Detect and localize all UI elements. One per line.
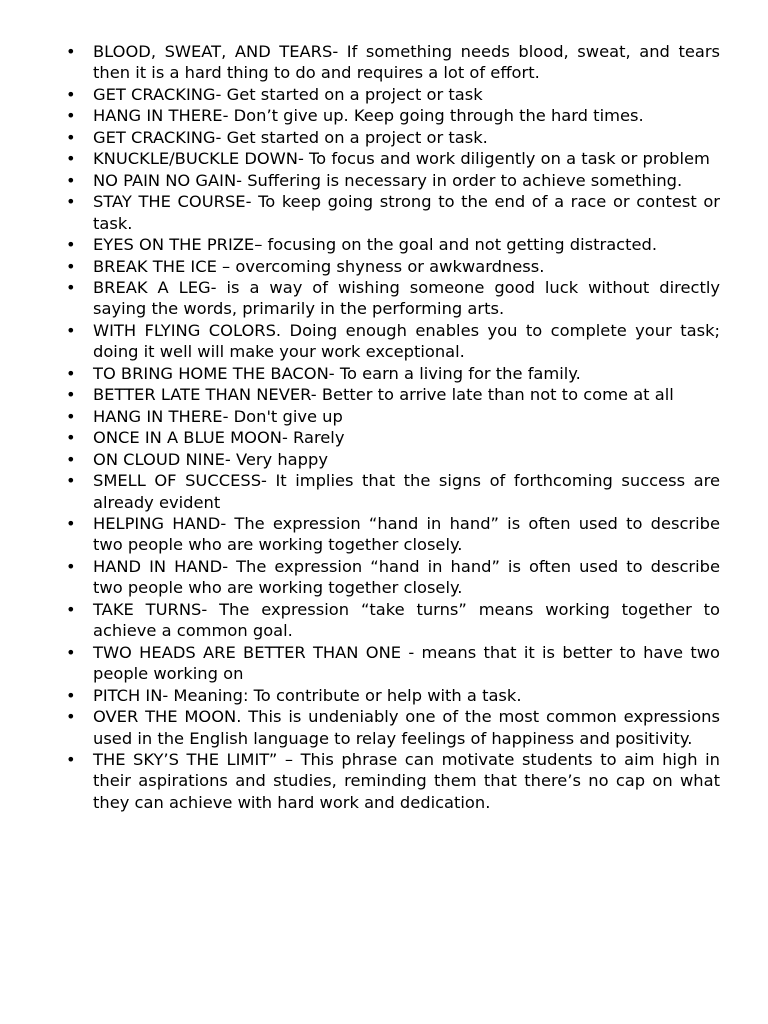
list-item	[0, 84, 768, 105]
list-item	[0, 513, 768, 556]
bullet-icon: •	[66, 149, 76, 169]
list-item-text: BREAK A LEG- is a way of wishing someone good luck without directly saying the words, primarily in the performing arts.	[93, 277, 720, 319]
bullet-icon: •	[66, 385, 76, 405]
list-item-text: ON CLOUD NINE- Very happy	[93, 449, 328, 469]
bullet-icon: •	[66, 106, 76, 126]
list-item-text: BETTER LATE THAN NEVER- Better to arrive late than not to come at all	[93, 385, 674, 405]
bullet-icon: •	[66, 556, 76, 576]
list-item	[0, 148, 768, 169]
list-item-text: TAKE TURNS- The expression “take turns” means working together to achieve a common goal.	[93, 599, 720, 641]
list-item-text: HELPING HAND- The expression “hand in hand” is often used to describe two people who are working together closely.	[93, 513, 720, 555]
bullet-icon: •	[66, 471, 76, 491]
bullet-icon: •	[66, 749, 76, 769]
bullet-icon: •	[66, 235, 76, 255]
list-item-text: KNUCKLE/BUCKLE DOWN- To focus and work diligently on a task or problem	[93, 149, 710, 169]
bullet-icon: •	[66, 192, 76, 212]
list-item	[0, 749, 768, 813]
list-item-text: OVER THE MOON. This is undeniably one of the most common expressions used in the English language to relay feelings of happiness and positivity.	[93, 707, 720, 748]
list-item-text: PITCH IN- Meaning: To contribute or help with a task.	[93, 685, 522, 705]
list-item-text: NO PAIN NO GAIN- Suffering is necessary in order to achieve something.	[93, 170, 683, 190]
bullet-icon: •	[66, 428, 76, 448]
bullet-icon: •	[66, 599, 76, 619]
list-item	[0, 191, 768, 234]
bullet-icon: •	[66, 84, 76, 104]
list-item	[0, 556, 768, 599]
list-item	[0, 256, 768, 277]
bullet-icon: •	[66, 685, 76, 705]
list-item-text: STAY THE COURSE- To keep going strong to the end of a race or contest or task.	[93, 192, 720, 233]
list-item-text: BREAK THE ICE – overcoming shyness or awkwardness.	[93, 256, 545, 276]
list-item-text: TWO HEADS ARE BETTER THAN ONE - means that it is better to have two people working on	[93, 642, 720, 684]
list-item	[0, 170, 768, 191]
bullet-icon: •	[66, 127, 76, 147]
list-item	[0, 599, 768, 642]
list-item-text: WITH FLYING COLORS. Doing enough enables you to complete your task; doing it well will make your work exceptional.	[93, 320, 720, 362]
list-item-text: SMELL OF SUCCESS- It implies that the signs of forthcoming success are already evident	[93, 471, 720, 512]
bullet-icon: •	[66, 513, 76, 533]
bullet-icon: •	[66, 707, 76, 727]
list-item	[0, 470, 768, 513]
list-item	[0, 320, 768, 363]
list-item	[0, 127, 768, 148]
list-item-text: ONCE IN A BLUE MOON- Rarely	[93, 428, 345, 448]
list-item-text: HAND IN HAND- The expression “hand in hand” is often used to describe two people who are working together closely.	[93, 556, 720, 598]
bullet-icon: •	[66, 406, 76, 426]
bullet-icon: •	[66, 363, 76, 383]
list-item	[0, 384, 768, 405]
list-item	[0, 406, 768, 427]
list-item	[0, 105, 768, 126]
list-item	[0, 449, 768, 470]
idiom-list	[0, 41, 768, 813]
bullet-icon: •	[66, 170, 76, 190]
bullet-icon: •	[66, 256, 76, 276]
list-item-text: BLOOD, SWEAT, AND TEARS- If something needs blood, sweat, and tears then it is a hard thing to do and requires a lot of effort.	[93, 42, 720, 83]
list-item	[0, 41, 768, 84]
list-item-text: HANG IN THERE- Don’t give up. Keep going through the hard times.	[93, 106, 644, 126]
bullet-icon: •	[66, 42, 76, 61]
bullet-icon: •	[66, 449, 76, 469]
list-item-text: GET CRACKING- Get started on a project or task	[93, 84, 483, 104]
list-item	[0, 234, 768, 255]
bullet-icon: •	[66, 277, 76, 297]
bullet-icon: •	[66, 320, 76, 340]
list-item	[0, 427, 768, 448]
list-item-text: GET CRACKING- Get started on a project or task.	[93, 127, 488, 147]
list-item-text: THE SKY’S THE LIMIT” – This phrase can motivate students to aim high in their aspirations and studies, reminding them that there’s no cap on what they can achieve with hard work and dedication.	[93, 749, 720, 812]
list-item-text: HANG IN THERE- Don't give up	[93, 406, 343, 426]
list-item	[0, 363, 768, 384]
list-item-text: EYES ON THE PRIZE– focusing on the goal and not getting distracted.	[93, 235, 658, 255]
list-item	[0, 642, 768, 685]
bullet-icon: •	[66, 642, 76, 662]
list-item	[0, 277, 768, 320]
list-item	[0, 706, 768, 749]
list-item	[0, 685, 768, 706]
list-item-text: TO BRING HOME THE BACON- To earn a living for the family.	[93, 363, 581, 383]
